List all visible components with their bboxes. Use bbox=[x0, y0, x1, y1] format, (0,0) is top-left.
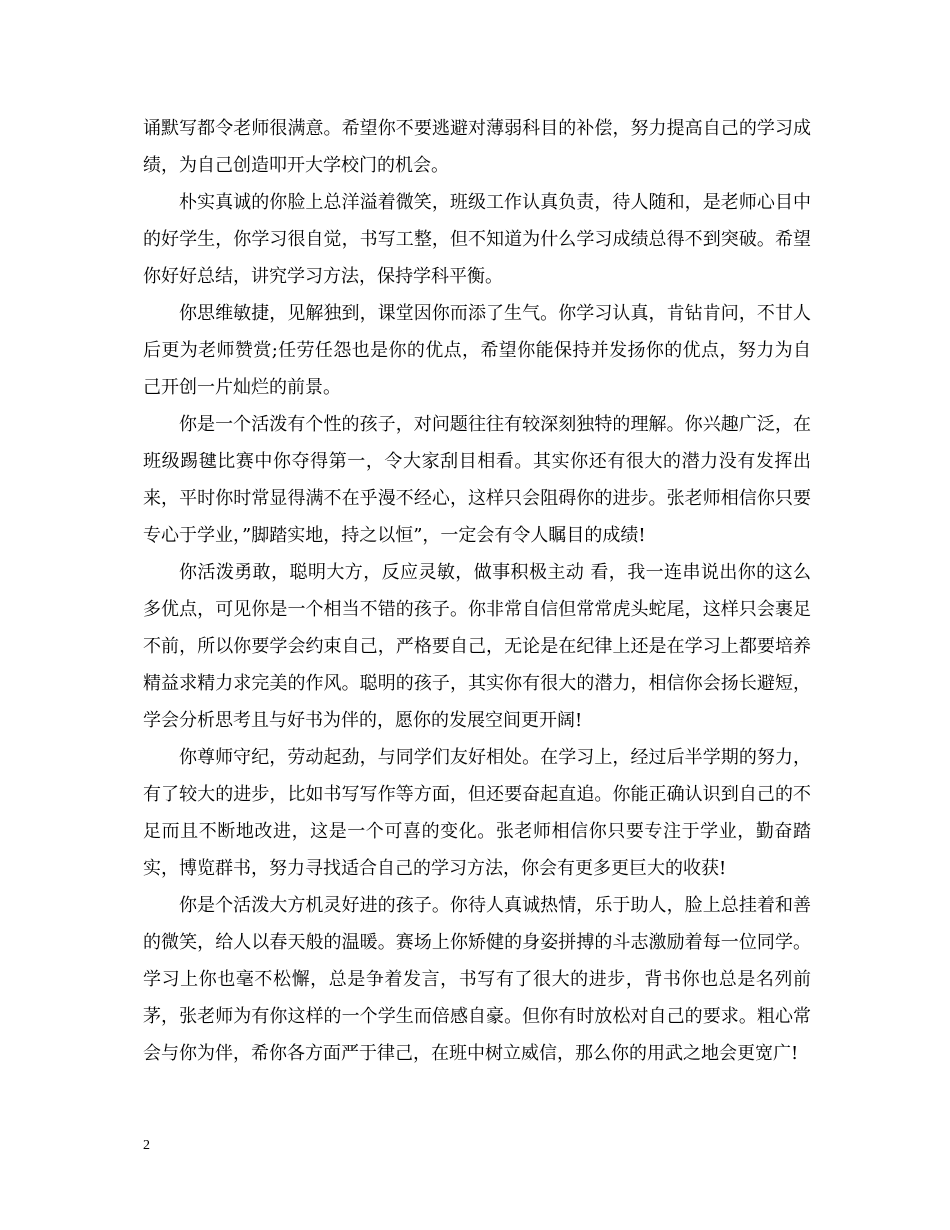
paragraph-3: 你思维敏捷，见解独到，课堂因你而添了生气。你学习认真，肯钻肯问，不甘人后更为老师赞赏;任劳任怨也是你的优点，希望你能保持并发扬你的优点，努力为自己开创一片灿烂的前景。 bbox=[143, 303, 811, 398]
page-number: 2 bbox=[143, 1138, 150, 1153]
paragraph-6: 你尊师守纪，劳动起劲，与同学们友好相处。在学习上，经过后半学期的努力，有了较大的进步，比如书写写作等方面，但还要奋起直追。你能正确认识到自己的不足而且不断地改进，这是一个可喜的变化。张老师相信你只要专注于学业，勤奋踏实，博览群书，努力寻找适合自己的学习方法，你会有更多更巨大的收获! bbox=[143, 747, 811, 879]
paragraph-1: 诵默写都令老师很满意。希望你不要逃避对薄弱科目的补偿，努力提高自己的学习成绩，为自己创造叩开大学校门的机会。 bbox=[143, 118, 811, 176]
paragraph-5: 你活泼勇敢，聪明大方，反应灵敏，做事积极主动 看，我一连串说出你的这么多优点，可见你是一个相当不错的孩子。你非常自信但常常虎头蛇尾，这样只会裹足不前，所以你要学会约束自己，严格要自己，无论是在纪律上还是在学习上都要培养精益求精力求完美的作风。聪明的孩子，其实你有很大的潜力，相信你会扬长避短，学会分析思考且与好书为伴的，愿你的发展空间更开阔! bbox=[143, 562, 811, 731]
document-body bbox=[143, 110, 811, 1072]
paragraph-2: 朴实真诚的你脸上总洋溢着微笑，班级工作认真负责，待人随和，是老师心目中的好学生，你学习很自觉，书写工整，但不知道为什么学习成绩总得不到突破。希望你好好总结，讲究学习方法，保持学科平衡。 bbox=[143, 192, 811, 287]
paragraph-4: 你是一个活泼有个性的孩子，对问题往往有较深刻独特的理解。你兴趣广泛，在班级踢毽比赛中你夺得第一，令大家刮目相看。其实你还有很大的潜力没有发挥出来，平时你时常显得满不在乎漫不经心，这样只会阻碍你的进步。张老师相信你只要专心于学业，”脚踏实地，持之以恒”，一定会有令人瞩目的成绩! bbox=[143, 414, 811, 546]
paragraph-7: 你是个活泼大方机灵好进的孩子。你待人真诚热情，乐于助人，脸上总挂着和善的微笑，给人以春天般的温暖。赛场上你矫健的身姿拼搏的斗志激励着每一位同学。学习上你也毫不松懈，总是争着发言，书写有了很大的进步，背书你也总是名列前茅，张老师为有你这样的一个学生而倍感自豪。但你有时放松对自己的要求。粗心常会与你为伴，希你各方面严于律己，在班中树立威信，那么你的用武之地会更宽广! bbox=[143, 895, 811, 1064]
